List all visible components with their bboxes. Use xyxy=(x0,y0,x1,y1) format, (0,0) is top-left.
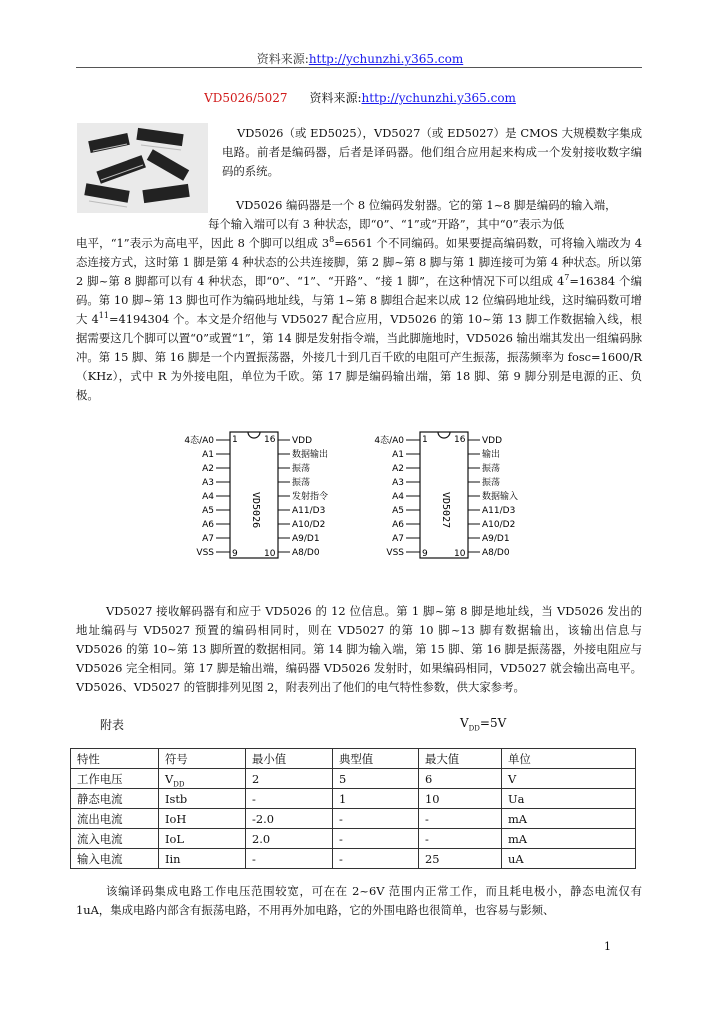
table-cell: 静态电流 xyxy=(71,789,159,809)
pin-num: 9 xyxy=(232,549,238,559)
table-cell: V xyxy=(502,769,636,789)
pin-label-left: A6 xyxy=(392,520,404,530)
exp-3: 11 xyxy=(98,311,109,320)
pin-label-left: VSS xyxy=(386,548,404,558)
vd5026-text-c: =16384 个编码。第 10 脚~第 13 脚也可作为编码地址线，与第 1~第 8 脚组合起来以成 12 位编码地址线，这时编码数可增大 4 xyxy=(76,274,643,326)
pin-label-right: A10/D2 xyxy=(292,520,326,530)
exp-1: 8 xyxy=(329,235,335,244)
pin-label-left: A4 xyxy=(202,492,214,502)
table-cell: - xyxy=(333,829,419,849)
pin-label-right: A11/D3 xyxy=(292,506,326,516)
vd5027-paragraph: VD5027 接收解码器有和应于 VD5026 的 12 位信息。第 1 脚~第 8 脚是地址线，当 VD5026 发出的地址编码与 VD5027 预置的编码相同时，则在 VD5027 的第 10 脚~13 脚有数据输出，该输出信息与 VD5026 的第 10~第 13 脚所置的数据相同。第 14 脚为输入端，第 15 脚、第 16 脚是振荡器，外接电阻应与 VD5026 完全相同。第 17 脚是输出端，编码器 VD5026 发射时，如果编码相同，VD5027 就会输出高电平。VD5026、VD5027 的管脚排列见图 2，附表列出了他们的电气特性参数，供大家参考。 xyxy=(76,604,642,694)
pin-label-right: A9/D1 xyxy=(482,534,510,544)
table-cell: 25 xyxy=(419,849,502,869)
table-cell: 符号 xyxy=(159,749,246,769)
table-cell: IoH xyxy=(159,809,246,829)
title-label: 资料来源: xyxy=(309,91,362,105)
pin-label-left: A1 xyxy=(202,450,214,460)
table-cell: 工作电压 xyxy=(71,769,159,789)
table-cell: - xyxy=(333,809,419,829)
table-cell: - xyxy=(419,809,502,829)
pin-label-right: 发射指令 xyxy=(292,492,329,502)
pin-num: 16 xyxy=(454,435,466,445)
page-number: 1 xyxy=(604,940,611,953)
table-cell: 最大值 xyxy=(419,749,502,769)
pin-label-left: A7 xyxy=(392,534,404,544)
table-cell: 输入电流 xyxy=(71,849,159,869)
title-link[interactable]: http://ychunzhi.y365.com xyxy=(361,91,516,105)
pin-num: 10 xyxy=(264,549,276,559)
vd5026-pinout xyxy=(170,428,360,563)
spec-table xyxy=(70,748,636,869)
pin-num: 1 xyxy=(422,435,428,445)
pin-label-left: A2 xyxy=(392,464,404,474)
pin-label-left: A2 xyxy=(202,464,214,474)
closing-paragraph: 该编译码集成电路工作电压范围较宽，可在在 2~6V 范围内正常工作，而且耗电极小，静态电流仅有 1uA，集成电路内部含有振荡电路，不用再外加电路，它的外围电路也很简单，也容易与影频、 xyxy=(76,884,642,917)
table-cell: 流入电流 xyxy=(71,829,159,849)
pin-label-right: A8/D0 xyxy=(482,548,510,558)
pin-label-right: 振荡 xyxy=(292,478,311,488)
table-row xyxy=(71,849,636,869)
pin-label-left: A5 xyxy=(202,506,214,516)
table-cell: $V_{DD}$ xyxy=(159,769,246,789)
pin-label-left: A1 xyxy=(392,450,404,460)
table-cell: 典型值 xyxy=(333,749,419,769)
vd5026-line2: 每个输入端可以有 3 种状态，即“0”、“1”或“开路”，其中“0”表示为低 xyxy=(208,217,565,231)
table-cell: -2.0 xyxy=(246,809,333,829)
table-cell: 2 xyxy=(246,769,333,789)
table-cell: 1 xyxy=(333,789,419,809)
vdd-subscript: DD xyxy=(173,779,185,788)
table-cell: Ua xyxy=(502,789,636,809)
pin-label-left: A6 xyxy=(202,520,214,530)
pin-label-left: A3 xyxy=(202,478,214,488)
pin-label-left: A4 xyxy=(392,492,404,502)
table-cell: uA xyxy=(502,849,636,869)
pin-label-right: VDD xyxy=(292,436,313,446)
pin-label-right: 振荡 xyxy=(482,464,501,474)
table-cell: - xyxy=(246,789,333,809)
table-cell: - xyxy=(246,849,333,869)
vdd-condition xyxy=(460,716,507,733)
table-cell: 最小值 xyxy=(246,749,333,769)
pin-label-right: 数据输出 xyxy=(292,450,329,460)
table-header-row xyxy=(71,749,636,769)
ic-notch xyxy=(438,432,450,438)
table-cell: - xyxy=(333,849,419,869)
vdd-sub: DD xyxy=(468,724,480,733)
table-cell: 2.0 xyxy=(246,829,333,849)
vdd-v: V xyxy=(460,716,469,730)
vd5026-paragraph xyxy=(76,196,642,405)
pin-num: 16 xyxy=(264,435,276,445)
vdd-value: =5V xyxy=(479,716,507,730)
pin-label-right: A10/D2 xyxy=(482,520,516,530)
vd5026-line1: VD5026 编码器是一个 8 位编码发射器。它的第 1~8 脚是编码的输入端， xyxy=(236,198,617,212)
vd5026-text-b: =6561 个不同编码。如果要提高编码数，可将输入端改为 4 态连接方式，这时第 1 脚是第 4 种状态的公共连接脚，第 2 脚~第 8 脚与第 1 脚连接可为第 4 种状态。所以第 2 脚~第 8 脚都可以有 4 种状态，即“0”、“1”、“开路”、“接 1 脚”，在这种情况下可以组成 4 xyxy=(76,236,642,288)
pin-label-left: A3 xyxy=(392,478,404,488)
header-rule xyxy=(76,67,642,68)
table-cell: mA xyxy=(502,809,636,829)
table-row xyxy=(71,769,636,789)
pin-num: 1 xyxy=(232,435,238,445)
table-cell: Iin xyxy=(159,849,246,869)
intro-paragraph: VD5026（或 ED5025），VD5027（或 ED5027）是 CMOS 大规模数字集成电路。前者是编码器，后者是译码器。他们组合应用起来构成一个发射接收数字编码的系统。 xyxy=(222,126,642,178)
pin-label-left: A7 xyxy=(202,534,214,544)
table-cell: 流出电流 xyxy=(71,809,159,829)
pin-label-right: 振荡 xyxy=(292,464,311,474)
pin-label-right: 振荡 xyxy=(482,478,501,488)
chip1-label: VD5026 xyxy=(250,492,261,529)
pin-label-left: VSS xyxy=(196,548,214,558)
pin-label-right: VDD xyxy=(482,436,503,446)
table-row xyxy=(71,789,636,809)
table-cell: mA xyxy=(502,829,636,849)
table-cell: - xyxy=(419,829,502,849)
pin-label-right: A8/D0 xyxy=(292,548,320,558)
pin-label-right: A11/D3 xyxy=(482,506,516,516)
header-label: 资料来源: xyxy=(256,52,309,66)
appendix-label: 附表 xyxy=(100,718,125,732)
table-cell: Istb xyxy=(159,789,246,809)
pin-label-left: 4态/A0 xyxy=(374,436,404,446)
header-link[interactable]: http://ychunzhi.y365.com xyxy=(308,52,464,66)
table-cell: 10 xyxy=(419,789,502,809)
pin-label-left: 4态/A0 xyxy=(184,436,214,446)
pin-label-right: 输出 xyxy=(482,450,501,460)
pin-num: 9 xyxy=(422,549,428,559)
vd5027-pinout xyxy=(360,428,550,563)
chip2-label: VD5027 xyxy=(440,492,451,529)
title-part: VD5026/5027 xyxy=(204,91,288,105)
vd5026-text-a: 电平，“1”表示为高电平，因此 8 个脚可以组成 3 xyxy=(76,236,330,250)
table-cell: 特性 xyxy=(71,749,159,769)
table-row xyxy=(71,829,636,849)
pin-num: 10 xyxy=(454,549,466,559)
doc-title xyxy=(0,89,720,106)
ic-notch xyxy=(248,432,260,438)
table-cell: 单位 xyxy=(502,749,636,769)
vd5026-text-d: =4194304 个。本文是介绍他与 VD5027 配合应用，VD5026 的第 10~第 13 脚工作数据输入线，根据需要这几个脚可以置“0”或置“1”，第 14 脚是发射指令端，当此脚施地时，VD5026 输出端其发出一组编码脉冲。第 15 脚、第 16 脚是一个内置振荡器，外接几十到几百千欧的电阻可产生振荡，振荡频率为 fosc=1600/R（KHz），式中 R 为外接电阻，单位为千欧。第 17 脚是编码输出端，第 18 脚、第 9 脚分别是电源的正、负极。 xyxy=(76,312,642,402)
table-cell: 6 xyxy=(419,769,502,789)
pin-label-right: A9/D1 xyxy=(292,534,320,544)
pin-label-left: A5 xyxy=(392,506,404,516)
table-cell: 5 xyxy=(333,769,419,789)
table-row xyxy=(71,809,636,829)
exp-2: 7 xyxy=(564,273,570,282)
pin-label-right: 数据输入 xyxy=(482,492,519,502)
table-cell: IoL xyxy=(159,829,246,849)
page-header xyxy=(0,50,720,67)
